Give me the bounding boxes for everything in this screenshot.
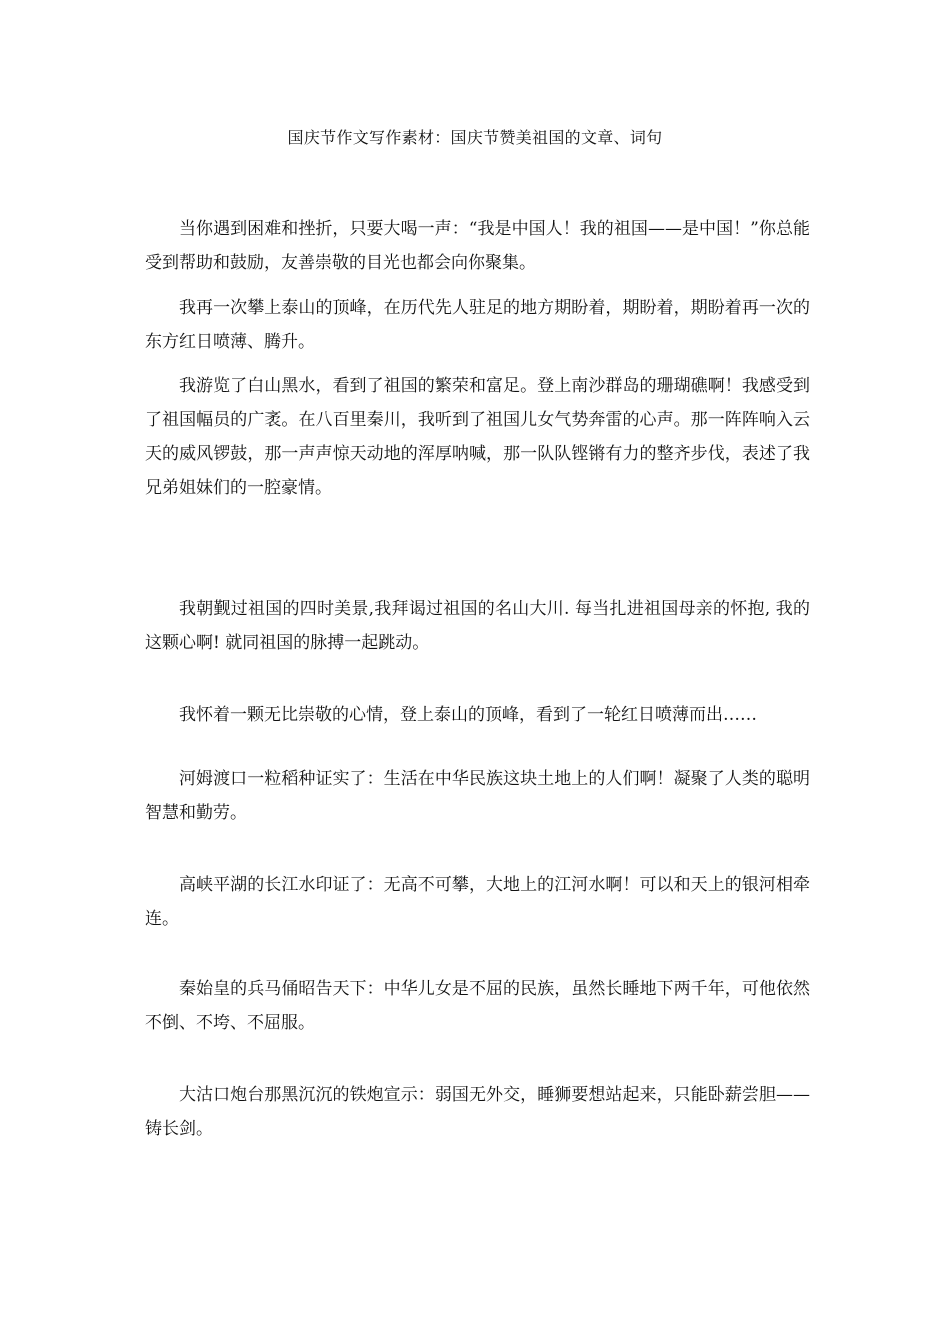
paragraph-7: 高峡平湖的长江水印证了：无高不可攀，大地上的江河水啊！可以和天上的银河相牵连。 (145, 875, 810, 929)
paragraph-9: 大沽口炮台那黑沉沉的铁炮宣示：弱国无外交，睡狮要想站起来，只能卧薪尝胆——铸长剑。 (145, 1085, 810, 1139)
paragraph-8: 秦始皇的兵马俑昭告天下：中华儿女是不屈的民族，虽然长睡地下两千年，可他依然不倒、不垮、不屈服。 (145, 979, 810, 1033)
paragraph-3: 我游览了白山黑水，看到了祖国的繁荣和富足。登上南沙群岛的珊瑚礁啊！我感受到了祖国幅员的广袤。在八百里秦川，我听到了祖国儿女气势奔雷的心声。那一阵阵响入云天的威风锣鼓，那一声声惊天动地的浑厚呐喊，那一队队铿锵有力的整齐步伐，表述了我兄弟姐妹们的一腔豪情。 (145, 376, 810, 498)
paragraph-4: 我朝觐过祖国的四时美景,我拜谒过祖国的名山大川. 每当扎进祖国母亲的怀抱, 我的这颗心啊! 就同祖国的脉搏一起跳动。 (145, 599, 810, 653)
paragraph-6: 河姆渡口一粒稻种证实了：生活在中华民族这块土地上的人们啊！凝聚了人类的聪明智慧和勤劳。 (145, 769, 810, 823)
paragraph-5: 我怀着一颗无比崇敬的心情，登上泰山的顶峰，看到了一轮红日喷薄而出…… (179, 705, 757, 725)
paragraph-2: 我再一次攀上泰山的顶峰，在历代先人驻足的地方期盼着，期盼着，期盼着再一次的东方红日喷薄、腾升。 (145, 298, 810, 352)
paragraph-1: 当你遇到困难和挫折，只要大喝一声：“我是中国人！我的祖国——是中国！”你总能受到帮助和鼓励，友善崇敬的目光也都会向你聚集。 (145, 219, 810, 273)
document-title: 国庆节作文写作素材：国庆节赞美祖国的文章、词句 (287, 128, 663, 147)
